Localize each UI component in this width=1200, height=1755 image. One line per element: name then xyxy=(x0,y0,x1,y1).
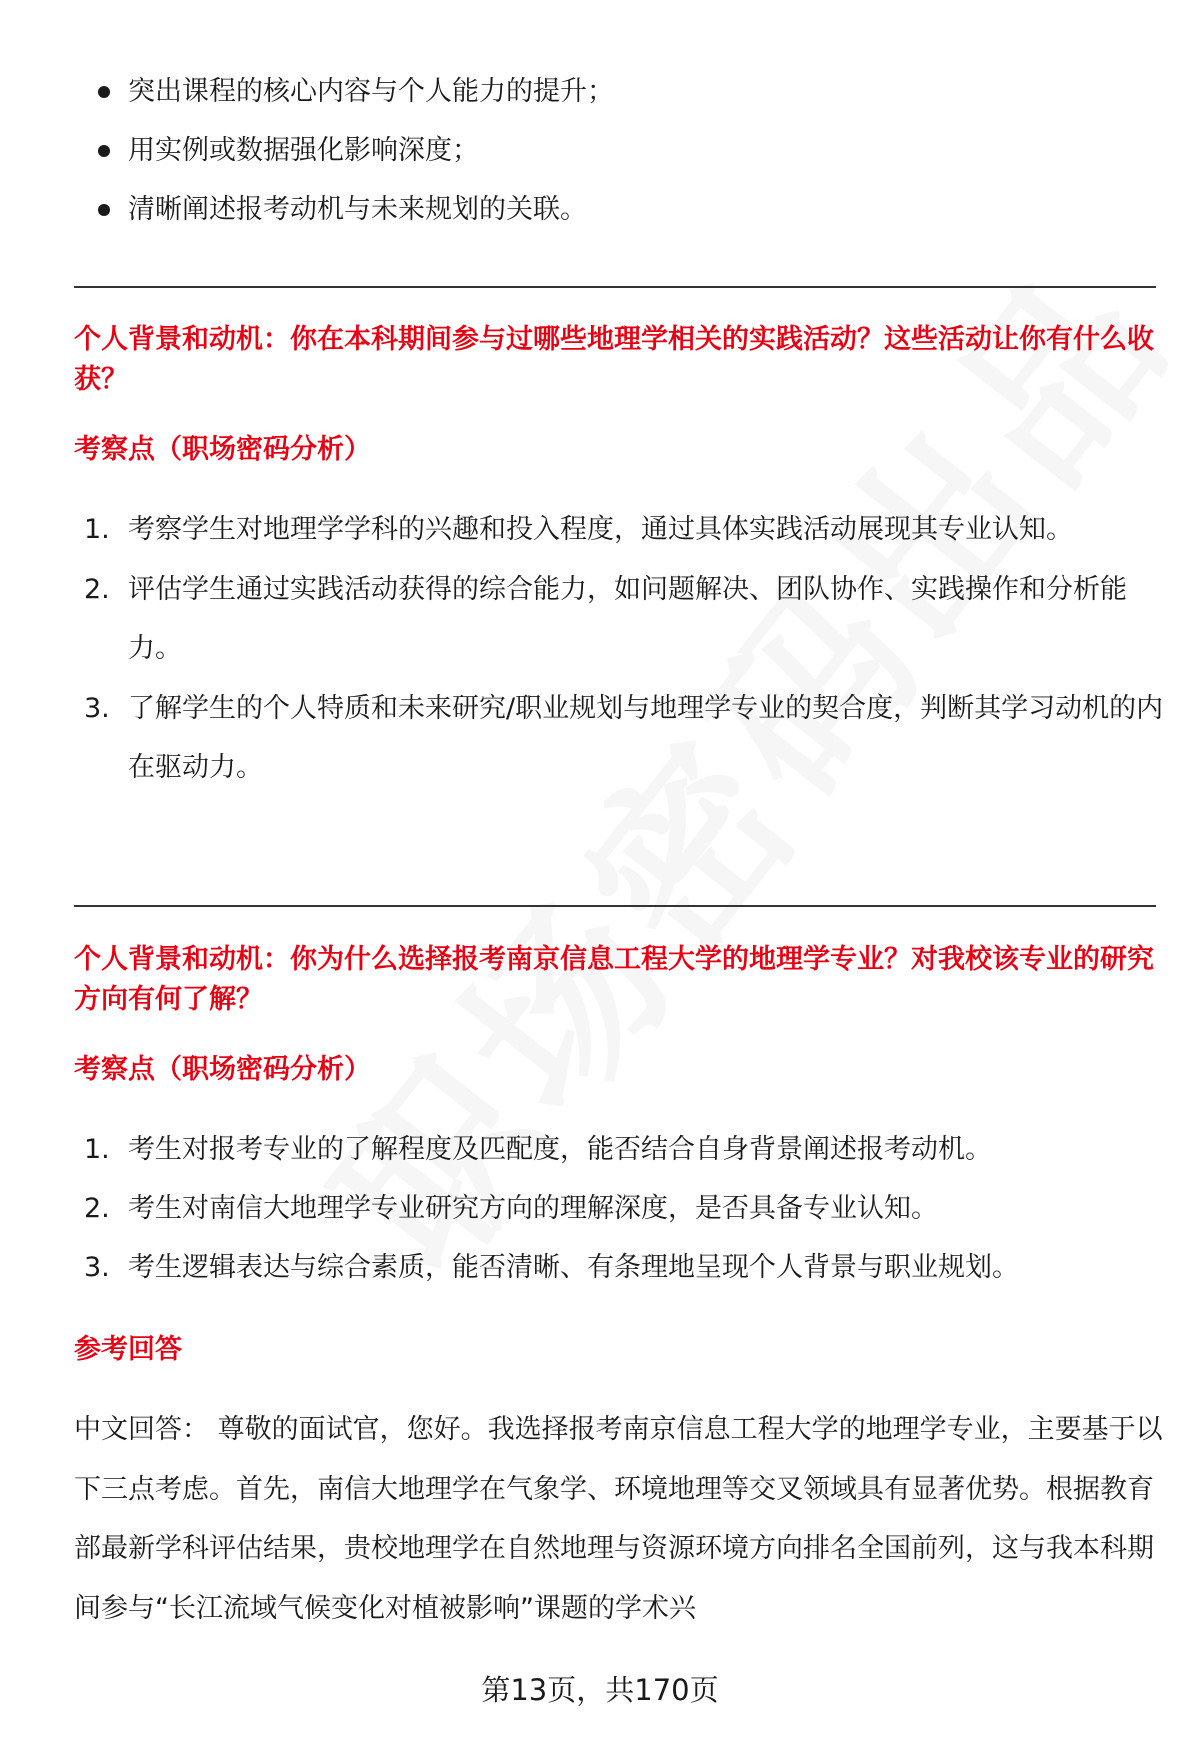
bullet-item xyxy=(74,180,614,239)
reference-answer-text: 中文回答： 尊敬的面试官，您好。我选择报考南京信息工程大学的地理学专业，主要基于以下三点考虑。首先，南信大地理学在气象学、环境地理等交叉领域具有显著优势。根据教育部最新学科评估结果，贵校地理学在自然地理与资源环境方向排名全国前列，这与我本科期间参与“长江流域气候变化对植被影响”课题的学术兴 xyxy=(74,1414,1163,1624)
analysis-label-1: 考察点（职场密码分析） xyxy=(74,434,371,465)
analysis-point: 2. 评估学生通过实践活动获得的综合能力，如问题解决、团队协作、实践操作和分析能力。 xyxy=(84,573,1127,664)
bullet-text: 清晰阐述报考动机与未来规划的关联。 xyxy=(128,194,587,225)
analysis-point: 3. 考生逻辑表达与综合素质，能否清晰、有条理地呈现个人背景与职业规划。 xyxy=(84,1252,1019,1283)
analysis-point-text: 了解学生的个人特质和未来研究/职业规划与地理学专业的契合度，判断其学习动机的内在驱动力。 xyxy=(128,692,1164,783)
bullet-item xyxy=(74,62,614,121)
analysis-point: 3. 了解学生的个人特质和未来研究/职业规划与地理学专业的契合度，判断其学习动机的内在驱动力。 xyxy=(84,692,1164,783)
analysis-point: 2. 考生对南信大地理学专业研究方向的理解深度，是否具备专业认知。 xyxy=(84,1193,938,1224)
analysis-point: 1. 考生对报考专业的了解程度及匹配度，能否结合自身背景阐述报考动机。 xyxy=(84,1134,992,1165)
analysis-point-text: 评估学生通过实践活动获得的综合能力，如问题解决、团队协作、实践操作和分析能力。 xyxy=(128,573,1127,664)
analysis-point-text: 考生对南信大地理学专业研究方向的理解深度，是否具备专业认知。 xyxy=(128,1193,938,1224)
section-divider xyxy=(74,905,1156,907)
question-1-title: 个人背景和动机：你在本科期间参与过哪些地理学相关的实践活动？这些活动让你有什么收获？ xyxy=(74,324,1154,395)
section-divider xyxy=(74,286,1156,288)
bullet-text: 用实例或数据强化影响深度； xyxy=(128,135,479,166)
page-number: 第13页，共170页 xyxy=(481,1673,719,1707)
bullet-text: 突出课程的核心内容与个人能力的提升； xyxy=(128,76,614,107)
analysis-points-1 xyxy=(74,500,1164,798)
intro-bullet-list xyxy=(74,62,614,239)
analysis-point-text: 考生对报考专业的了解程度及匹配度，能否结合自身背景阐述报考动机。 xyxy=(128,1134,992,1165)
bullet-dot-icon xyxy=(98,204,110,216)
bullet-dot-icon xyxy=(98,145,110,157)
bullet-item xyxy=(74,121,614,180)
analysis-point: 1. 考察学生对地理学学科的兴趣和投入程度，通过具体实践活动展现其专业认知。 xyxy=(84,514,1073,545)
analysis-label-2: 考察点（职场密码分析） xyxy=(74,1054,371,1085)
bullet-dot-icon xyxy=(98,86,110,98)
question-2-title: 个人背景和动机：你为什么选择报考南京信息工程大学的地理学专业？对我校该专业的研究方向有何了解？ xyxy=(74,944,1154,1015)
analysis-points-2 xyxy=(74,1120,1164,1297)
analysis-point-text: 考察学生对地理学学科的兴趣和投入程度，通过具体实践活动展现其专业认知。 xyxy=(128,514,1073,545)
reference-answer-label: 参考回答 xyxy=(74,1334,182,1365)
analysis-point-text: 考生逻辑表达与综合素质，能否清晰、有条理地呈现个人背景与职业规划。 xyxy=(128,1252,1019,1283)
